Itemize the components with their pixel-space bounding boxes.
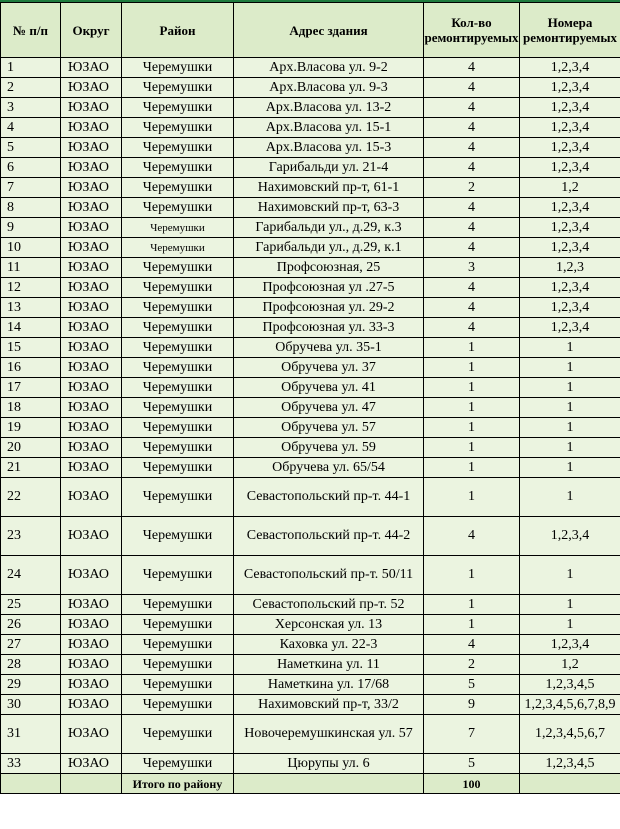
cell-numbers: 1,2,3,4 xyxy=(520,298,620,318)
repair-table xyxy=(0,2,620,794)
cell-rayon: Черемушки xyxy=(122,517,234,556)
cell-numbers: 1,2,3,4 xyxy=(520,98,620,118)
table-row xyxy=(1,398,620,418)
cell-okrug: ЮЗАО xyxy=(61,556,122,595)
cell-okrug: ЮЗАО xyxy=(61,218,122,238)
cell-num: 9 xyxy=(1,218,61,238)
cell-num: 33 xyxy=(1,754,61,774)
cell-count: 4 xyxy=(424,158,520,178)
cell-count: 1 xyxy=(424,398,520,418)
cell-address: Арх.Власова ул. 15-1 xyxy=(234,118,424,138)
cell-okrug: ЮЗАО xyxy=(61,715,122,754)
cell-rayon: Черемушки xyxy=(122,118,234,138)
header-num: № п/п xyxy=(1,3,61,58)
footer-row xyxy=(1,774,620,794)
cell-numbers: 1 xyxy=(520,615,620,635)
footer-cell-empty-2 xyxy=(61,774,122,794)
cell-count: 4 xyxy=(424,278,520,298)
cell-num: 4 xyxy=(1,118,61,138)
cell-rayon: Черемушки xyxy=(122,438,234,458)
table-row xyxy=(1,458,620,478)
cell-count: 7 xyxy=(424,715,520,754)
cell-address: Нахимовский пр-т, 61-1 xyxy=(234,178,424,198)
cell-okrug: ЮЗАО xyxy=(61,378,122,398)
table-row xyxy=(1,378,620,398)
cell-okrug: ЮЗАО xyxy=(61,438,122,458)
footer-total: 100 xyxy=(424,774,520,794)
cell-numbers: 1,2,3,4 xyxy=(520,278,620,298)
table-row xyxy=(1,318,620,338)
cell-numbers: 1 xyxy=(520,556,620,595)
cell-num: 24 xyxy=(1,556,61,595)
cell-address: Обручева ул. 37 xyxy=(234,358,424,378)
cell-address: Обручева ул. 35-1 xyxy=(234,338,424,358)
cell-address: Арх.Власова ул. 9-3 xyxy=(234,78,424,98)
cell-rayon: Черемушки xyxy=(122,615,234,635)
cell-num: 6 xyxy=(1,158,61,178)
cell-count: 2 xyxy=(424,655,520,675)
table-row xyxy=(1,635,620,655)
cell-numbers: 1,2,3,4 xyxy=(520,238,620,258)
cell-numbers: 1,2,3,4 xyxy=(520,318,620,338)
cell-address: Каховка ул. 22-3 xyxy=(234,635,424,655)
cell-okrug: ЮЗАО xyxy=(61,398,122,418)
cell-rayon: Черемушки xyxy=(122,556,234,595)
cell-okrug: ЮЗАО xyxy=(61,517,122,556)
header-address: Адрес здания xyxy=(234,3,424,58)
cell-num: 23 xyxy=(1,517,61,556)
cell-num: 3 xyxy=(1,98,61,118)
cell-okrug: ЮЗАО xyxy=(61,178,122,198)
cell-numbers: 1,2,3,4 xyxy=(520,218,620,238)
cell-address: Нахимовский пр-т, 63-3 xyxy=(234,198,424,218)
cell-num: 10 xyxy=(1,238,61,258)
cell-okrug: ЮЗАО xyxy=(61,754,122,774)
cell-okrug: ЮЗАО xyxy=(61,635,122,655)
cell-numbers: 1,2,3,4 xyxy=(520,138,620,158)
table-row xyxy=(1,655,620,675)
footer-cell-empty-3 xyxy=(234,774,424,794)
cell-rayon: Черемушки xyxy=(122,138,234,158)
table-row xyxy=(1,418,620,438)
table-row xyxy=(1,98,620,118)
header-count: Кол-во ремонтируемых xyxy=(424,3,520,58)
cell-numbers: 1,2,3 xyxy=(520,258,620,278)
cell-rayon: Черемушки xyxy=(122,398,234,418)
cell-num: 27 xyxy=(1,635,61,655)
table-row xyxy=(1,754,620,774)
cell-rayon: Черемушки xyxy=(122,58,234,78)
cell-address: Гарибальди ул., д.29, к.1 xyxy=(234,238,424,258)
cell-numbers: 1,2,3,4,5 xyxy=(520,754,620,774)
footer-cell-empty-4 xyxy=(520,774,620,794)
table-row xyxy=(1,198,620,218)
table-row xyxy=(1,556,620,595)
cell-okrug: ЮЗАО xyxy=(61,458,122,478)
table-row xyxy=(1,478,620,517)
cell-address: Обручева ул. 65/54 xyxy=(234,458,424,478)
cell-count: 4 xyxy=(424,198,520,218)
cell-rayon: Черемушки xyxy=(122,98,234,118)
cell-rayon: Черемушки xyxy=(122,218,234,238)
cell-rayon: Черемушки xyxy=(122,635,234,655)
cell-okrug: ЮЗАО xyxy=(61,655,122,675)
cell-num: 11 xyxy=(1,258,61,278)
cell-count: 9 xyxy=(424,695,520,715)
cell-rayon: Черемушки xyxy=(122,378,234,398)
cell-okrug: ЮЗАО xyxy=(61,298,122,318)
cell-address: Нахимовский пр-т, 33/2 xyxy=(234,695,424,715)
cell-numbers: 1,2,3,4,5 xyxy=(520,675,620,695)
cell-num: 5 xyxy=(1,138,61,158)
cell-count: 5 xyxy=(424,754,520,774)
cell-num: 26 xyxy=(1,615,61,635)
cell-numbers: 1 xyxy=(520,378,620,398)
cell-count: 1 xyxy=(424,418,520,438)
cell-address: Обручева ул. 57 xyxy=(234,418,424,438)
cell-rayon: Черемушки xyxy=(122,655,234,675)
cell-numbers: 1 xyxy=(520,418,620,438)
cell-num: 21 xyxy=(1,458,61,478)
cell-address: Арх.Власова ул. 13-2 xyxy=(234,98,424,118)
cell-okrug: ЮЗАО xyxy=(61,675,122,695)
table-row xyxy=(1,358,620,378)
cell-address: Гарибальди ул., д.29, к.3 xyxy=(234,218,424,238)
cell-count: 1 xyxy=(424,595,520,615)
cell-count: 1 xyxy=(424,358,520,378)
cell-rayon: Черемушки xyxy=(122,238,234,258)
cell-count: 1 xyxy=(424,478,520,517)
cell-okrug: ЮЗАО xyxy=(61,98,122,118)
table-row xyxy=(1,338,620,358)
table-row xyxy=(1,298,620,318)
cell-num: 13 xyxy=(1,298,61,318)
cell-numbers: 1,2,3,4 xyxy=(520,635,620,655)
cell-numbers: 1,2,3,4,5,6,7,8,9 xyxy=(520,695,620,715)
cell-num: 8 xyxy=(1,198,61,218)
table-row xyxy=(1,258,620,278)
cell-num: 28 xyxy=(1,655,61,675)
cell-okrug: ЮЗАО xyxy=(61,58,122,78)
cell-okrug: ЮЗАО xyxy=(61,595,122,615)
cell-rayon: Черемушки xyxy=(122,278,234,298)
cell-rayon: Черемушки xyxy=(122,675,234,695)
cell-rayon: Черемушки xyxy=(122,158,234,178)
cell-count: 4 xyxy=(424,298,520,318)
cell-num: 19 xyxy=(1,418,61,438)
cell-rayon: Черемушки xyxy=(122,178,234,198)
cell-okrug: ЮЗАО xyxy=(61,118,122,138)
cell-address: Гарибальди ул. 21-4 xyxy=(234,158,424,178)
cell-count: 4 xyxy=(424,118,520,138)
cell-okrug: ЮЗАО xyxy=(61,338,122,358)
header-numbers: Номера ремонтируемых xyxy=(520,3,620,58)
table-row xyxy=(1,278,620,298)
cell-rayon: Черемушки xyxy=(122,715,234,754)
cell-okrug: ЮЗАО xyxy=(61,78,122,98)
cell-numbers: 1,2,3,4,5,6,7 xyxy=(520,715,620,754)
cell-num: 1 xyxy=(1,58,61,78)
table-row xyxy=(1,615,620,635)
cell-numbers: 1 xyxy=(520,595,620,615)
cell-rayon: Черемушки xyxy=(122,418,234,438)
cell-count: 1 xyxy=(424,615,520,635)
cell-rayon: Черемушки xyxy=(122,695,234,715)
footer-cell-empty-1 xyxy=(1,774,61,794)
cell-count: 4 xyxy=(424,98,520,118)
cell-numbers: 1 xyxy=(520,358,620,378)
table-row xyxy=(1,715,620,754)
cell-count: 4 xyxy=(424,218,520,238)
cell-count: 4 xyxy=(424,58,520,78)
cell-rayon: Черемушки xyxy=(122,478,234,517)
cell-num: 12 xyxy=(1,278,61,298)
cell-count: 1 xyxy=(424,338,520,358)
cell-rayon: Черемушки xyxy=(122,318,234,338)
cell-address: Профсоюзная, 25 xyxy=(234,258,424,278)
cell-numbers: 1,2,3,4 xyxy=(520,158,620,178)
table-row xyxy=(1,78,620,98)
cell-rayon: Черемушки xyxy=(122,338,234,358)
cell-num: 2 xyxy=(1,78,61,98)
cell-address: Севастопольский пр-т. 52 xyxy=(234,595,424,615)
table-body xyxy=(1,58,620,774)
table-row xyxy=(1,138,620,158)
cell-okrug: ЮЗАО xyxy=(61,615,122,635)
cell-count: 4 xyxy=(424,318,520,338)
cell-address: Обручева ул. 47 xyxy=(234,398,424,418)
cell-address: Обручева ул. 41 xyxy=(234,378,424,398)
cell-num: 17 xyxy=(1,378,61,398)
cell-rayon: Черемушки xyxy=(122,458,234,478)
cell-okrug: ЮЗАО xyxy=(61,358,122,378)
cell-numbers: 1 xyxy=(520,398,620,418)
header-row xyxy=(1,3,620,58)
cell-okrug: ЮЗАО xyxy=(61,418,122,438)
cell-okrug: ЮЗАО xyxy=(61,478,122,517)
footer-label: Итого по району xyxy=(122,774,234,794)
cell-count: 1 xyxy=(424,458,520,478)
cell-numbers: 1,2,3,4 xyxy=(520,118,620,138)
cell-count: 1 xyxy=(424,438,520,458)
cell-address: Арх.Власова ул. 15-3 xyxy=(234,138,424,158)
cell-okrug: ЮЗАО xyxy=(61,158,122,178)
cell-count: 4 xyxy=(424,138,520,158)
cell-rayon: Черемушки xyxy=(122,78,234,98)
cell-okrug: ЮЗАО xyxy=(61,138,122,158)
cell-okrug: ЮЗАО xyxy=(61,198,122,218)
cell-num: 30 xyxy=(1,695,61,715)
cell-address: Новочеремушкинская ул. 57 xyxy=(234,715,424,754)
table-row xyxy=(1,218,620,238)
cell-count: 3 xyxy=(424,258,520,278)
cell-count: 4 xyxy=(424,517,520,556)
cell-address: Цюрупы ул. 6 xyxy=(234,754,424,774)
cell-num: 25 xyxy=(1,595,61,615)
cell-address: Обручева ул. 59 xyxy=(234,438,424,458)
cell-numbers: 1 xyxy=(520,478,620,517)
table-row xyxy=(1,517,620,556)
cell-numbers: 1,2 xyxy=(520,178,620,198)
cell-numbers: 1,2,3,4 xyxy=(520,78,620,98)
cell-num: 16 xyxy=(1,358,61,378)
header-rayon: Район xyxy=(122,3,234,58)
table-row xyxy=(1,158,620,178)
table-row xyxy=(1,675,620,695)
cell-okrug: ЮЗАО xyxy=(61,238,122,258)
cell-rayon: Черемушки xyxy=(122,298,234,318)
cell-count: 4 xyxy=(424,238,520,258)
header-okrug: Округ xyxy=(61,3,122,58)
cell-numbers: 1 xyxy=(520,438,620,458)
cell-address: Севастопольский пр-т. 44-1 xyxy=(234,478,424,517)
cell-numbers: 1,2,3,4 xyxy=(520,58,620,78)
cell-num: 29 xyxy=(1,675,61,695)
cell-count: 4 xyxy=(424,635,520,655)
cell-address: Наметкина ул. 17/68 xyxy=(234,675,424,695)
table-row xyxy=(1,595,620,615)
cell-numbers: 1,2,3,4 xyxy=(520,198,620,218)
cell-address: Арх.Власова ул. 9-2 xyxy=(234,58,424,78)
cell-address: Профсоюзная ул. 29-2 xyxy=(234,298,424,318)
table-row xyxy=(1,58,620,78)
cell-address: Наметкина ул. 11 xyxy=(234,655,424,675)
cell-num: 7 xyxy=(1,178,61,198)
table-row xyxy=(1,238,620,258)
cell-numbers: 1,2,3,4 xyxy=(520,517,620,556)
table-row xyxy=(1,438,620,458)
cell-numbers: 1 xyxy=(520,458,620,478)
cell-rayon: Черемушки xyxy=(122,595,234,615)
cell-num: 31 xyxy=(1,715,61,754)
cell-count: 4 xyxy=(424,78,520,98)
cell-address: Профсоюзная ул .27-5 xyxy=(234,278,424,298)
cell-num: 22 xyxy=(1,478,61,517)
cell-address: Севастопольский пр-т. 44-2 xyxy=(234,517,424,556)
table-row xyxy=(1,178,620,198)
cell-okrug: ЮЗАО xyxy=(61,278,122,298)
cell-okrug: ЮЗАО xyxy=(61,695,122,715)
cell-okrug: ЮЗАО xyxy=(61,318,122,338)
cell-rayon: Черемушки xyxy=(122,754,234,774)
cell-rayon: Черемушки xyxy=(122,258,234,278)
cell-address: Херсонская ул. 13 xyxy=(234,615,424,635)
cell-numbers: 1,2 xyxy=(520,655,620,675)
cell-num: 18 xyxy=(1,398,61,418)
cell-rayon: Черемушки xyxy=(122,198,234,218)
cell-num: 14 xyxy=(1,318,61,338)
cell-count: 1 xyxy=(424,556,520,595)
cell-okrug: ЮЗАО xyxy=(61,258,122,278)
cell-num: 20 xyxy=(1,438,61,458)
cell-numbers: 1 xyxy=(520,338,620,358)
cell-rayon: Черемушки xyxy=(122,358,234,378)
cell-count: 1 xyxy=(424,378,520,398)
table-row xyxy=(1,695,620,715)
cell-address: Профсоюзная ул. 33-3 xyxy=(234,318,424,338)
table-row xyxy=(1,118,620,138)
cell-count: 5 xyxy=(424,675,520,695)
cell-count: 2 xyxy=(424,178,520,198)
cell-num: 15 xyxy=(1,338,61,358)
cell-address: Севастопольский пр-т. 50/11 xyxy=(234,556,424,595)
